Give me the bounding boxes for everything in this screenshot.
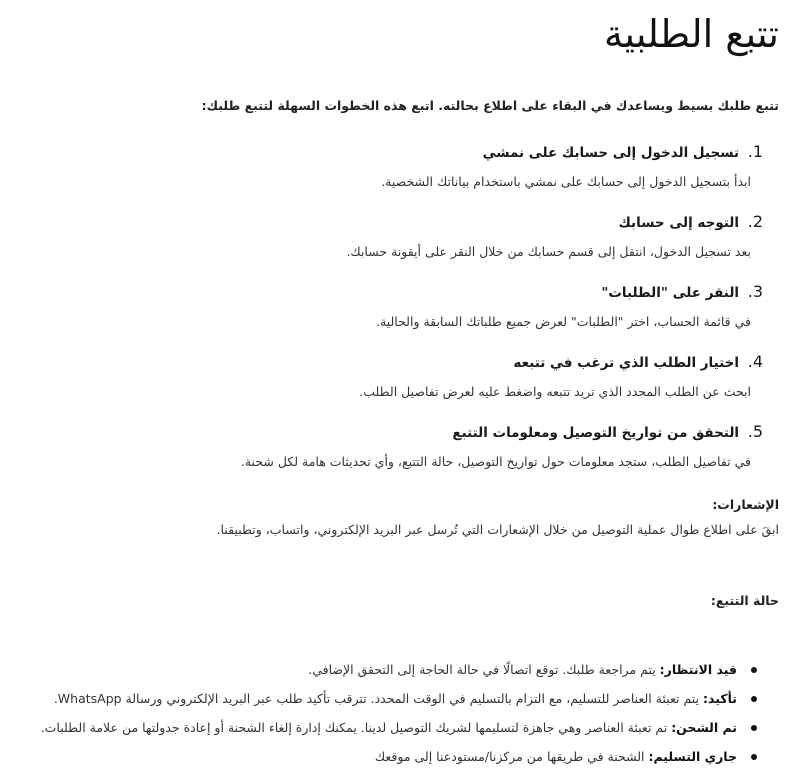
- step-description: ابحث عن الطلب المحدد الذي تريد تتبعه واضغط عليه لعرض تفاصيل الطلب.: [359, 384, 751, 399]
- status-description: الشحنة في طريقها من مركزنا/مستودعنا إلى موقعك: [374, 749, 649, 764]
- status-item-out-for-delivery: [41, 747, 763, 767]
- step-description: في قائمة الحساب، اختر "الطلبات" لعرض جميع طلباتك السابقة والحالية.: [376, 314, 751, 329]
- step-number: 5.: [747, 422, 763, 441]
- step-number: 2.: [747, 212, 763, 231]
- step-number: 4.: [747, 352, 763, 371]
- step-5: [241, 422, 763, 472]
- bullet-icon: [751, 696, 757, 702]
- step-heading: [241, 422, 763, 443]
- step-heading: [346, 212, 763, 233]
- step-4: [359, 352, 763, 402]
- step-number: 1.: [747, 142, 763, 161]
- step-heading: [359, 352, 763, 373]
- tracking-status-list: [41, 660, 763, 776]
- step-title: التوجه إلى حسابك: [618, 215, 740, 231]
- bullet-icon: [751, 754, 757, 760]
- status-item-pending: [41, 660, 763, 680]
- bullet-icon: [751, 667, 757, 673]
- tracking-status-heading: حالة التتبع:: [710, 593, 779, 608]
- step-title: اختيار الطلب الذي ترغب في تتبعه: [513, 355, 740, 371]
- step-3: [376, 282, 763, 332]
- step-title: التحقق من تواريخ التوصيل ومعلومات التتبع: [452, 425, 740, 441]
- step-title: النقر على "الطلبات": [601, 285, 740, 301]
- status-item-confirmed: [41, 689, 763, 709]
- step-heading: [381, 142, 763, 163]
- step-2: [346, 212, 763, 262]
- step-title: تسجيل الدخول إلى حسابك على نمشي: [482, 145, 740, 161]
- status-label: تم الشحن:: [671, 720, 737, 735]
- intro-text: تتبع طلبك بسيط ويساعدك في البقاء على اطلاع بحالته. اتبع هذه الخطوات السهلة لتتبع طلبك:: [201, 98, 779, 113]
- step-number: 3.: [747, 282, 763, 301]
- status-item-shipped: [41, 718, 763, 738]
- step-heading: [376, 282, 763, 303]
- step-description: بعد تسجيل الدخول، انتقل إلى قسم حسابك من خلال النقر على أيقونة حسابك.: [346, 244, 751, 259]
- status-description: يتم تعبئة العناصر للتسليم، مع التزام بالتسليم في الوقت المحدد. تترقب تأكيد طلب عبر البريد الإلكتروني ورسالة WhatsApp.: [53, 691, 704, 706]
- notifications-text: ابقَ على اطلاع طوال عملية التوصيل من خلال الإشعارات التي تُرسل عبر البريد الإلكتروني، واتساب، وتطبيقنا.: [216, 522, 779, 537]
- page-title: تتبع الطلبية: [603, 12, 779, 56]
- notifications-heading: الإشعارات:: [712, 497, 779, 512]
- step-1: [381, 142, 763, 192]
- status-label: جاري التسليم:: [648, 749, 737, 764]
- step-description: ابدأ بتسجيل الدخول إلى حسابك على نمشي باستخدام بياناتك الشخصية.: [381, 174, 751, 189]
- bullet-icon: [751, 725, 757, 731]
- status-label: قيد الانتظار:: [659, 662, 737, 677]
- status-description: تم تعبئة العناصر وهي جاهزة لتسليمها لشريك التوصيل لدينا. يمكنك إدارة إلغاء الشحنة أو إعادة جدولتها من علامة الطلبات.: [40, 720, 672, 735]
- status-description: يتم مراجعة طلبك. توقع اتصالًا في حالة الحاجة إلى التحقق الإضافي.: [308, 662, 660, 677]
- status-label: تأكيد:: [703, 691, 737, 706]
- step-description: في تفاصيل الطلب، ستجد معلومات حول تواريخ التوصيل، حالة التتبع، وأي تحديثات هامة لكل شحنة.: [240, 454, 751, 469]
